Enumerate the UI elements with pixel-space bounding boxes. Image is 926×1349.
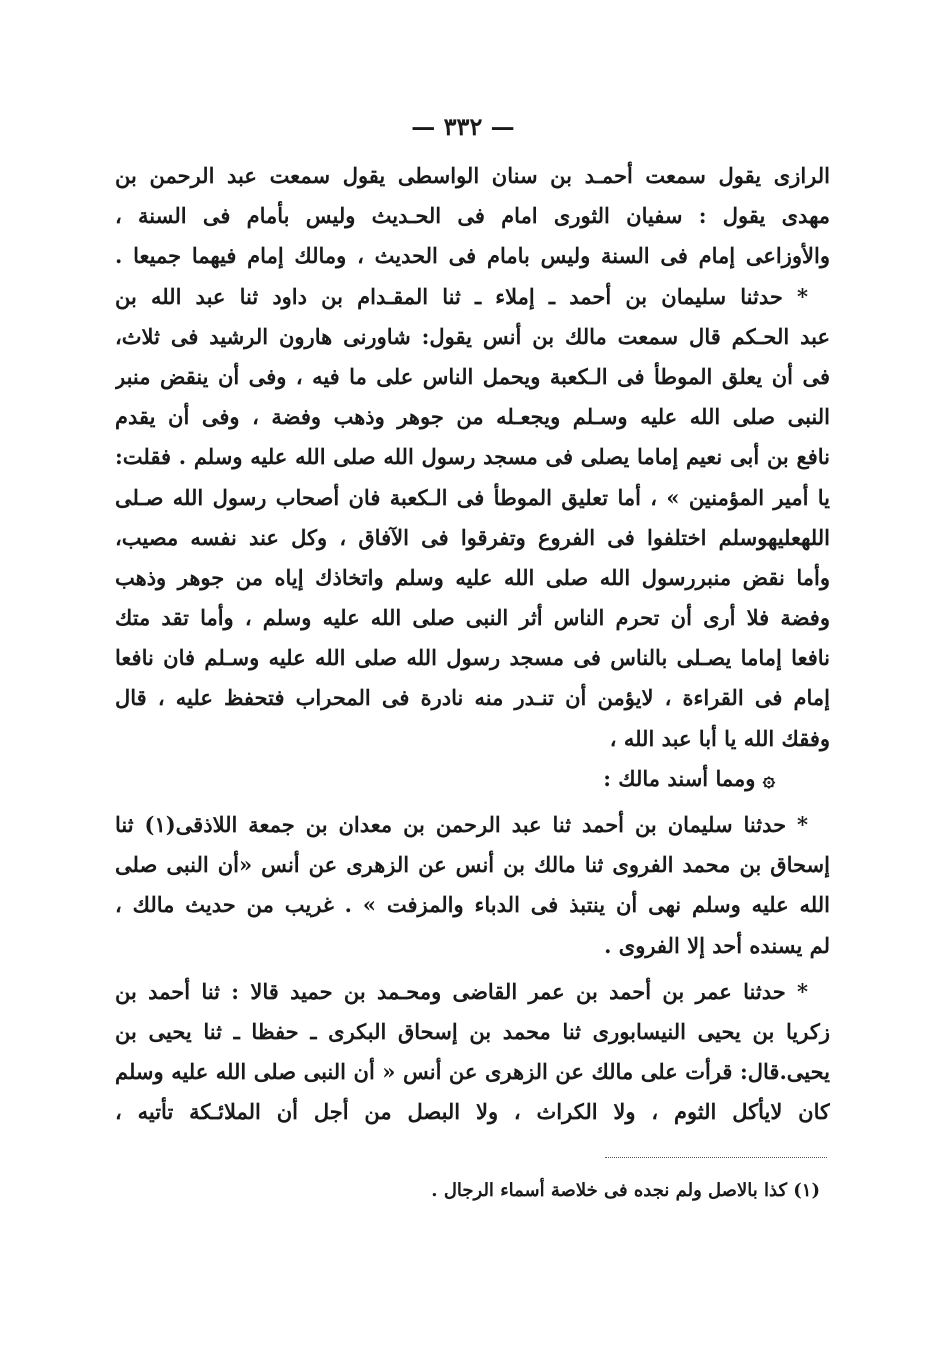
text-line: وفضة فلا أرى أن تحرم الناس أثر النبى صلى الله عليه وسلم ، وأما تقد متك — [115, 605, 830, 631]
text-line: * حدثنا سليمان بن أحمد ثنا عبد الرحمن بن معدان بن جمعة اللاذقى(١) ثنا — [115, 812, 808, 837]
text-line: كان لايأكل الثوم ، ولا الكراث ، ولا البصل من أجل أن الملائـكة تأتيه ، — [115, 1099, 830, 1125]
text-line: والأوزاعى إمام فى السنة وليس بامام فى الحديث ، ومالك إمام فيهما جميعا . — [115, 243, 830, 269]
text-line: يحيى.قال: قرأت على مالك عن الزهرى عن أنس « أن النبى صلى الله عليه وسلم — [115, 1059, 830, 1085]
section-heading: ۞ ومما أسند مالك : — [603, 765, 775, 791]
text-line: نافعا إماما يصـلى بالناس فى مسجد رسول الله صلى الله عليه وسـلم فان نافعا — [115, 645, 830, 671]
text-line: فى أن يعلق الموطأ فى الـكعبة ويحمل الناس على ما فيه ، وفى أن ينقض منبر — [115, 363, 830, 389]
text-line: إمام فى القراءة ، لايؤمن أن تنـدر منه نادرة فى المحراب فتحفظ عليه ، قال — [115, 685, 830, 711]
text-line: مهدى يقول : سفيان الثورى امام فى الحـديث وليس بأمام فى السنة ، — [115, 203, 830, 229]
text-line: وفقك الله يا أبا عبد الله ، — [609, 725, 830, 751]
text-line: وأما نقض منبررسول الله صلى الله عليه وسلم واتخاذك إياه من جوهر وذهب — [115, 564, 830, 590]
text-line: * حدثنا عمر بن أحمد بن عمر القاضى ومحـمد بن حميد قالا : ثنا أحمد بن — [115, 978, 808, 1004]
page-number: — ٣٣٢ — — [411, 112, 515, 141]
text-line: إسحاق بن محمد الفروى ثنا مالك بن أنس عن الزهرى عن أنس «أن النبى صلى — [115, 852, 830, 878]
text-line: الله عليه وسلم نهى أن ينتبذ فى الدباء والمزفت » . غريب من حديث مالك ، — [115, 892, 830, 918]
body-text — [115, 156, 830, 1133]
text-line: اللهعليهوسلم اختلفوا فى الفروع وتفرقوا فى الآفاق ، وكل عند نفسه مصيب، — [115, 524, 830, 550]
text-line: لم يسنده أحد إلا الفروى . — [604, 932, 830, 958]
text-line: الرازى يقول سمعت أحمـد بن سنان الواسطى يقول سمعت عبد الرحمن بن — [115, 163, 830, 188]
text-line: يا أمير المؤمنين » ، أما تعليق الموطأ فى الـكعبة فان أصحاب رسول الله صـلى — [115, 484, 830, 510]
text-line: نافع بن أبى نعيم إماما يصلى فى مسجد رسول الله صلى الله عليه وسلم . فقلت: — [115, 444, 830, 470]
text-line: * حدثنا سليمان بن أحمد ـ إملاء ـ ثنا المقـدام بن داود ثنا عبد الله بن — [115, 283, 808, 309]
footnote: (١) كذا بالاصل ولم نجده فى خلاصة أسماء الرجال . — [431, 1180, 820, 1201]
footnote-divider — [605, 1157, 827, 1158]
text-line: عبد الحـكم قال سمعت مالك بن أنس يقول: شاورنى هارون الرشيد فى ثلاث، — [115, 323, 830, 349]
text-line: زكريا بن يحيى النيسابورى ثنا محمد بن إسحاق البكرى ـ حفظا ـ ثنا يحيى بن — [115, 1018, 830, 1044]
text-line: النبى صلى الله عليه وسـلم ويجعـله من جوهر وذهب وفضة ، وفى أن يقدم — [115, 404, 830, 430]
